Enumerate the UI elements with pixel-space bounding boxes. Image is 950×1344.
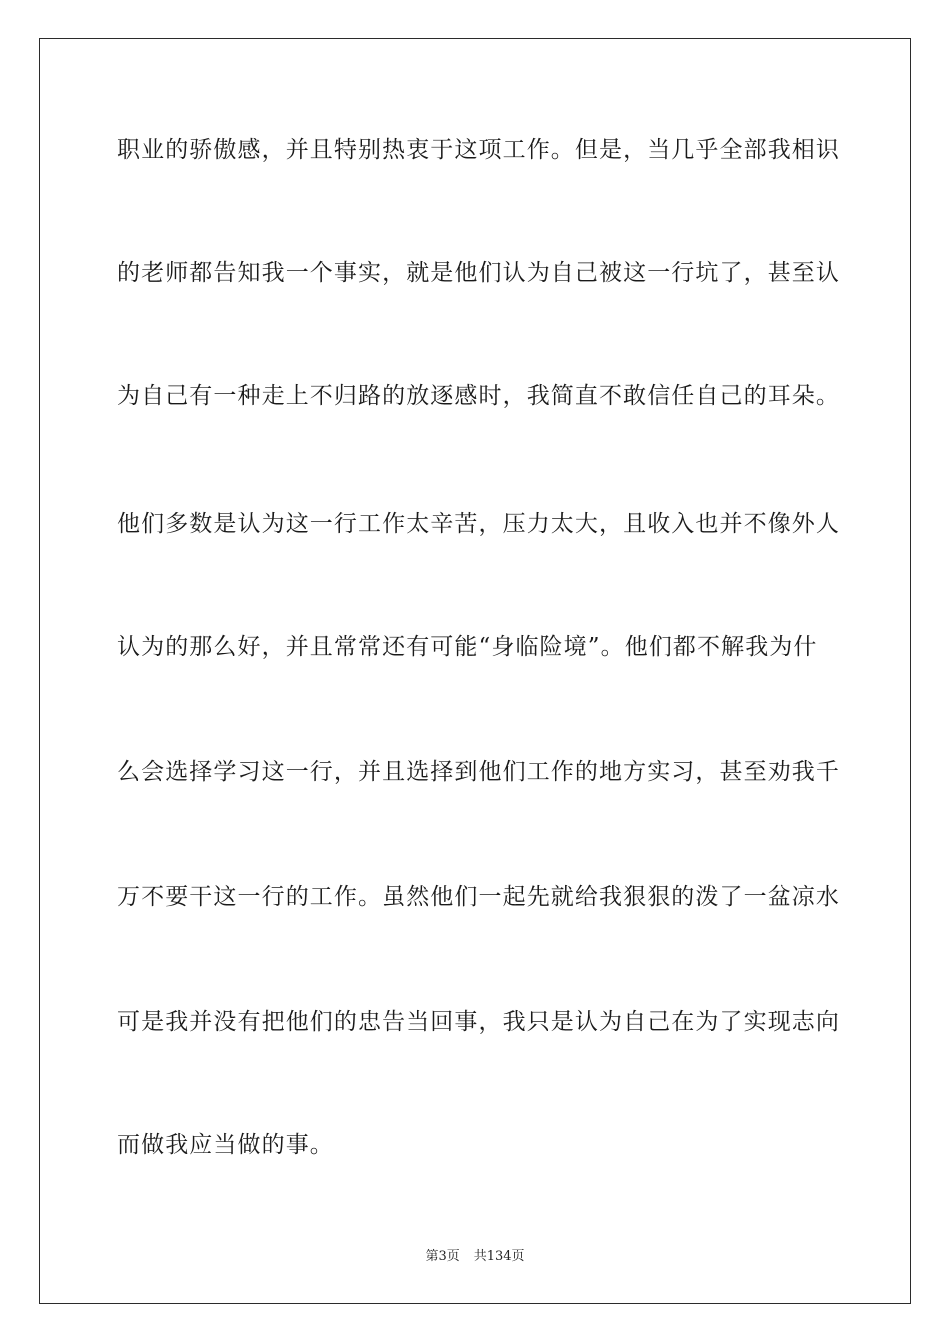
paragraph-line: 认为的那么好，并且常常还有可能“身临险境”。他们都不解我为什 [117,634,818,660]
paragraph-line: 为自己有一种走上不归路的放逐感时，我简直不敢信任自己的耳朵。 [117,383,840,409]
paragraph-line: 么会选择学习这一行，并且选择到他们工作的地方实习，甚至劝我千 [117,759,840,785]
paragraph-line: 他们多数是认为这一行工作太辛苦，压力太大，且收入也并不像外人 [117,511,840,537]
page-number: 第3页 [425,1249,460,1264]
paragraph-line: 而做我应当做的事。 [117,1132,334,1158]
total-pages: 共134页 [473,1249,525,1264]
paragraph-line: 万不要干这一行的工作。虽然他们一起先就给我狠狠的泼了一盆凉水 [117,884,840,910]
paragraph-line: 可是我并没有把他们的忠告当回事，我只是认为自己在为了实现志向 [117,1009,840,1035]
paragraph-line: 的老师都告知我一个事实，就是他们认为自己被这一行坑了，甚至认 [117,260,840,286]
page-border [39,38,911,1304]
paragraph-line: 职业的骄傲感，并且特别热衷于这项工作。但是，当几乎全部我相识 [117,137,840,163]
page-footer [0,1248,950,1266]
